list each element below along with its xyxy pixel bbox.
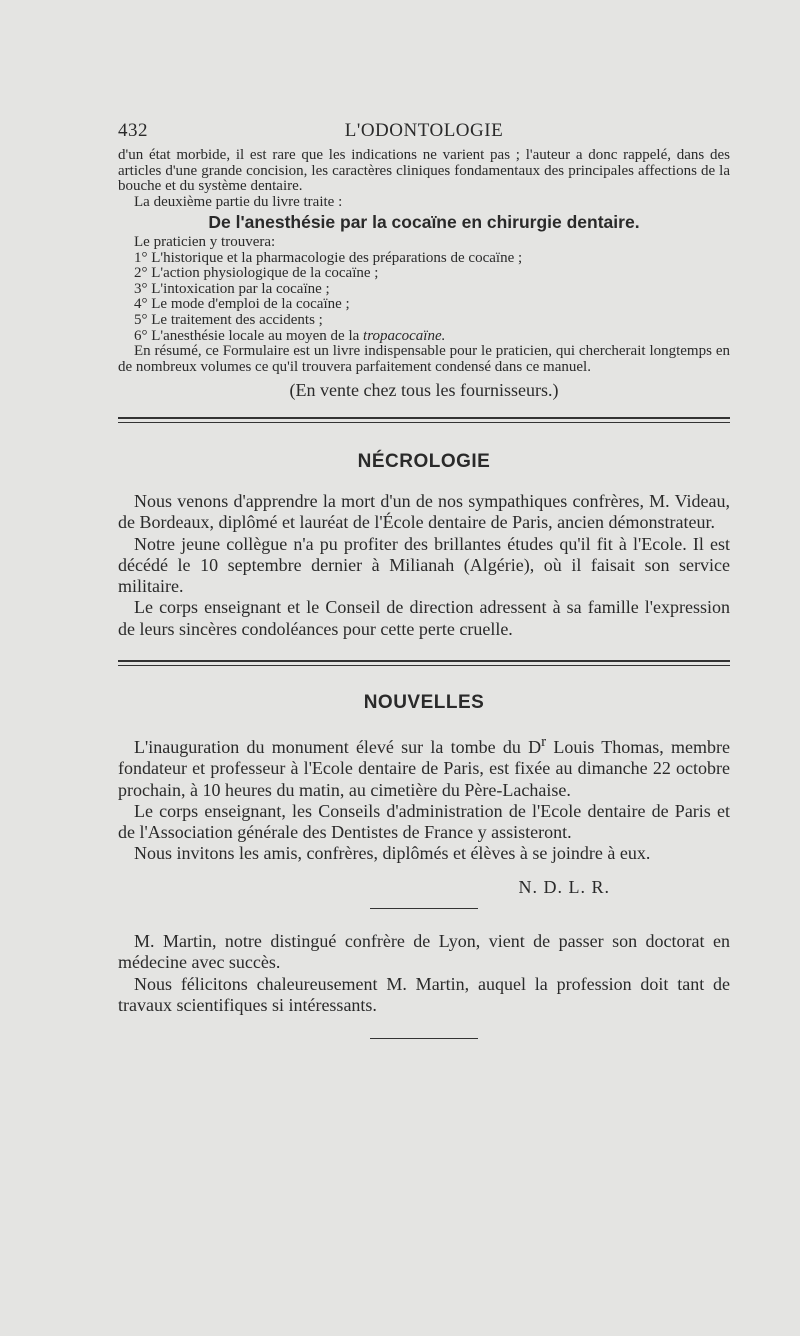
nouvelles-text: L'inauguration du monument élevé sur la tombe du D xyxy=(134,736,542,757)
list-item: 4° Le mode d'emploi de la cocaïne ; xyxy=(134,296,350,313)
list-item: 1° L'historique et la pharmacologie des préparations de cocaïne ; xyxy=(134,249,523,266)
nouvelles-paragraph: Le corps enseignant, les Conseils d'administration de l'Ecole dentaire de Paris et de l'Association générale des Dentistes de France y assisteront. xyxy=(118,800,730,843)
section-divider xyxy=(118,417,730,423)
nouvelles-section xyxy=(118,732,730,1039)
section-divider xyxy=(118,660,730,666)
italic-term: tropacocaïne. xyxy=(363,327,446,344)
necrologie-title: NÉCROLOGIE xyxy=(357,450,491,472)
list-item: 5° Le traitement des accidents ; xyxy=(134,311,323,328)
list-item: 3° L'intoxication par la cocaïne ; xyxy=(134,280,330,297)
vente-note: (En vente chez tous les fournisseurs.) xyxy=(289,380,559,401)
necrologie-section xyxy=(118,491,730,640)
short-divider xyxy=(370,1038,478,1039)
bibliography-summary: En résumé, ce Formulaire est un livre indispensable pour le praticien, qui chercherait longtemps en de nombreux volumes ce qu'il trouvera parfaitement condensé dans ce manuel. xyxy=(118,343,730,375)
necrologie-paragraph: Nous venons d'apprendre la mort d'un de nos sympathiques confrères, M. Videau, de Bordeaux, diplômé et lauréat de l'École dentaire de Paris, ancien démonstrateur. xyxy=(118,490,730,533)
page-number: 432 xyxy=(118,120,148,141)
martin-paragraph: Nous félicitons chaleureusement M. Martin, auquel la profession doit tant de travaux scientifiques si intéressants. xyxy=(118,973,730,1015)
bibliography-paragraph: La deuxième partie du livre traite : xyxy=(134,193,343,210)
signature: N. D. L. R. xyxy=(518,876,610,897)
journal-title: L'ODONTOLOGIE xyxy=(344,120,504,141)
list-item: 2° L'action physiologique de la cocaïne ; xyxy=(134,265,379,282)
necrologie-paragraph: Le corps enseignant et le Conseil de direction adressent à sa famille l'expression de leurs sincères condoléances pour cette perte cruelle. xyxy=(118,597,730,639)
bibliography-section xyxy=(118,148,730,399)
short-divider xyxy=(370,908,478,909)
running-head xyxy=(118,118,730,148)
nouvelles-paragraph: Nous invitons les amis, confrères, diplômés et élèves à se joindre à eux. xyxy=(134,843,651,864)
martin-paragraph: M. Martin, notre distingué confrère de Lyon, vient de passer son doctorat en médecine avec succès. xyxy=(118,931,730,973)
necrologie-paragraph: Notre jeune collègue n'a pu profiter des brillantes études qu'il fit à l'Ecole. Il est décédé le 10 septembre dernier à Milianah (Algérie), où il faisait son service militaire. xyxy=(118,533,730,597)
bibliography-intro: Le praticien y trouvera: xyxy=(134,233,276,250)
nouvelles-paragraph xyxy=(118,732,730,801)
book-title: De l'anesthésie par la cocaïne en chirurgie dentaire. xyxy=(208,212,640,233)
list-item-text: 6° L'anesthésie locale au moyen de la xyxy=(134,327,364,344)
nouvelles-title: NOUVELLES xyxy=(363,691,485,713)
page xyxy=(118,118,730,1039)
bibliography-paragraph: d'un état morbide, il est rare que les indications ne varient pas ; l'auteur a donc rappelé, dans des articles d'une grande concision, les caractères cliniques fondamentaux des principales affections de la bouche et du système dentaire. xyxy=(118,147,730,195)
list-item xyxy=(118,329,730,345)
nouvelles-text: Louis Thomas, membre fondateur et professeur à l'Ecole dentaire de Paris, est fixée au dimanche 22 octobre prochain, à 10 heures du matin, au cimetière du Père-Lachaise. xyxy=(118,736,731,800)
superscript: r xyxy=(541,733,547,750)
